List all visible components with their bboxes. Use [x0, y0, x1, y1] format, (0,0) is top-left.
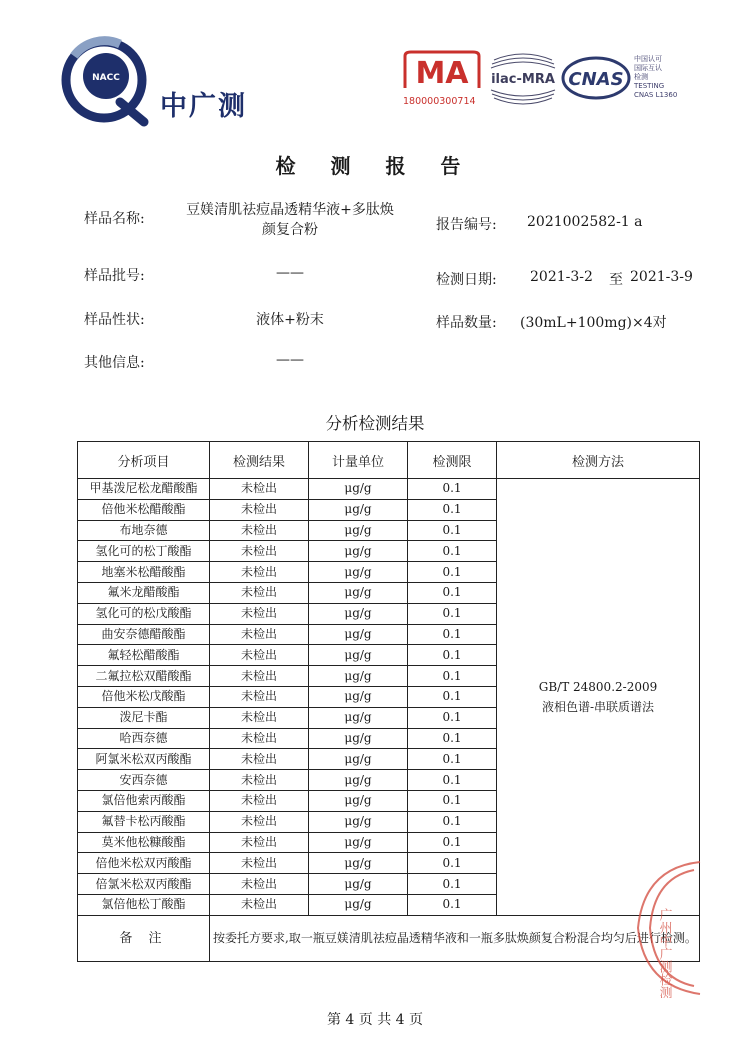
col-header-result: 检测结果 [210, 442, 309, 479]
remark-label: 备 注 [78, 915, 210, 961]
cell-item: 氯倍他索丙酸酯 [78, 790, 210, 811]
other-info-value: —— [276, 352, 304, 368]
cell-limit: 0.1 [408, 874, 497, 895]
method-line2: 液相色谱-串联质谱法 [541, 699, 655, 714]
test-date-to-word: 至 [609, 272, 623, 288]
results-table [77, 441, 700, 962]
cell-result: 未检出 [210, 562, 309, 583]
quantity-label: 样品数量: [436, 315, 497, 331]
cell-unit: μg/g [309, 874, 408, 895]
cell-result: 未检出 [210, 645, 309, 666]
col-header-limit: 检测限 [408, 442, 497, 479]
cell-item: 阿氯米松双丙酸酯 [78, 749, 210, 770]
cell-limit: 0.1 [408, 603, 497, 624]
cell-unit: μg/g [309, 499, 408, 520]
cell-item: 氯倍他松丁酸酯 [78, 894, 210, 915]
cell-item: 倍他米松戊酸酯 [78, 686, 210, 707]
cell-limit: 0.1 [408, 790, 497, 811]
cell-item: 莫米他松糠酸酯 [78, 832, 210, 853]
cell-unit: μg/g [309, 853, 408, 874]
cell-unit: μg/g [309, 770, 408, 791]
cnas-line: 国际互认 [634, 64, 662, 72]
cell-result: 未检出 [210, 499, 309, 520]
cell-limit: 0.1 [408, 645, 497, 666]
cnas-line: 检测 [634, 73, 648, 81]
cell-limit: 0.1 [408, 624, 497, 645]
cell-item: 倍他米松双丙酸酯 [78, 853, 210, 874]
cell-unit: μg/g [309, 562, 408, 583]
table-header-row [78, 442, 700, 479]
sample-name-line1: 豆媄清肌祛痘晶透精华液+多肽焕 [186, 202, 394, 218]
cell-item: 泼尼卡酯 [78, 707, 210, 728]
cell-result: 未检出 [210, 666, 309, 687]
cell-unit: μg/g [309, 582, 408, 603]
cell-unit: μg/g [309, 603, 408, 624]
cell-unit: μg/g [309, 707, 408, 728]
cell-result: 未检出 [210, 479, 309, 500]
col-header-item: 分析项目 [78, 442, 210, 479]
logo-text: NACC [92, 73, 120, 83]
remark-text: 按委托方要求,取一瓶豆媄清肌祛痘晶透精华液和一瓶多肽焕颜复合粉混合均匀后进行检测。 [210, 915, 700, 961]
cell-result: 未检出 [210, 853, 309, 874]
cell-item: 布地奈德 [78, 520, 210, 541]
cell-limit: 0.1 [408, 541, 497, 562]
remark-row [78, 915, 700, 961]
method-line1: GB/T 24800.2-2009 [538, 679, 658, 694]
cell-limit: 0.1 [408, 562, 497, 583]
state-value: 液体+粉末 [256, 312, 324, 328]
ma-number: 180000300714 [403, 96, 476, 107]
cell-result: 未检出 [210, 541, 309, 562]
cell-result: 未检出 [210, 811, 309, 832]
document-title: 检 测 报 告 [275, 154, 475, 178]
cell-item: 甲基泼尼松龙醋酸酯 [78, 479, 210, 500]
cell-item: 氟米龙醋酸酯 [78, 582, 210, 603]
col-header-unit: 计量单位 [309, 442, 408, 479]
table-row [78, 479, 700, 500]
cell-unit: μg/g [309, 811, 408, 832]
cell-result: 未检出 [210, 749, 309, 770]
cnas-line: 中国认可 [634, 55, 662, 63]
cell-result: 未检出 [210, 603, 309, 624]
cnas-line: CNAS L1360 [634, 91, 678, 99]
cell-limit: 0.1 [408, 686, 497, 707]
cma-mark [403, 50, 481, 90]
sample-name-label: 样品名称: [84, 211, 145, 227]
cell-limit: 0.1 [408, 520, 497, 541]
cell-item: 倍氯米松双丙酸酯 [78, 874, 210, 895]
state-label: 样品性状: [84, 312, 145, 328]
cell-item: 氟替卡松丙酸酯 [78, 811, 210, 832]
cell-unit: μg/g [309, 728, 408, 749]
cell-unit: μg/g [309, 541, 408, 562]
cell-method [497, 479, 700, 916]
cell-limit: 0.1 [408, 811, 497, 832]
cell-limit: 0.1 [408, 499, 497, 520]
cell-result: 未检出 [210, 894, 309, 915]
cell-result: 未检出 [210, 874, 309, 895]
cnas-mark [561, 56, 631, 100]
cell-unit: μg/g [309, 832, 408, 853]
cell-result: 未检出 [210, 790, 309, 811]
cell-limit: 0.1 [408, 666, 497, 687]
seal-text: 广州中广测检测 [656, 908, 672, 998]
cell-item: 氢化可的松丁酸酯 [78, 541, 210, 562]
cnas-caption [634, 55, 677, 100]
cell-item: 二氟拉松双醋酸酯 [78, 666, 210, 687]
section-title: 分析检测结果 [325, 414, 425, 433]
cell-unit: μg/g [309, 686, 408, 707]
cell-unit: μg/g [309, 624, 408, 645]
cnas-label: CNAS [568, 69, 624, 90]
cell-unit: μg/g [309, 666, 408, 687]
cell-unit: μg/g [309, 749, 408, 770]
cell-item: 倍他米松醋酸酯 [78, 499, 210, 520]
test-date-label: 检测日期: [436, 272, 497, 288]
inspection-seal [624, 858, 704, 998]
ilac-label: ilac-MRA [491, 72, 555, 87]
cell-item: 曲安奈德醋酸酯 [78, 624, 210, 645]
cell-limit: 0.1 [408, 582, 497, 603]
cell-result: 未检出 [210, 686, 309, 707]
other-info-label: 其他信息: [84, 355, 145, 371]
cell-result: 未检出 [210, 582, 309, 603]
cell-result: 未检出 [210, 770, 309, 791]
cell-limit: 0.1 [408, 853, 497, 874]
cell-limit: 0.1 [408, 770, 497, 791]
cell-item: 哈西奈德 [78, 728, 210, 749]
col-header-method: 检测方法 [497, 442, 700, 479]
cell-unit: μg/g [309, 645, 408, 666]
report-number-label: 报告编号: [436, 217, 497, 233]
cell-item: 氢化可的松戊酸酯 [78, 603, 210, 624]
cell-unit: μg/g [309, 790, 408, 811]
ma-label: MA [415, 56, 469, 90]
cell-limit: 0.1 [408, 479, 497, 500]
cnas-line: TESTING [634, 82, 665, 90]
org-name: 中广测 [160, 91, 247, 122]
cell-result: 未检出 [210, 707, 309, 728]
cell-unit: μg/g [309, 894, 408, 915]
cell-result: 未检出 [210, 728, 309, 749]
cell-result: 未检出 [210, 624, 309, 645]
test-date-to: 2021-3-9 [630, 269, 693, 285]
report-number: 2021002582-1 a [527, 214, 643, 230]
batch-label: 样品批号: [84, 268, 145, 284]
batch-value: —— [276, 265, 304, 281]
sample-name-line2: 颜复合粉 [262, 222, 318, 238]
cell-limit: 0.1 [408, 707, 497, 728]
nacc-logo [60, 36, 152, 128]
cell-limit: 0.1 [408, 894, 497, 915]
cell-unit: μg/g [309, 479, 408, 500]
quantity-value: (30mL+100mg)×4对 [520, 315, 667, 331]
test-date-from: 2021-3-2 [530, 269, 593, 285]
cell-item: 地塞米松醋酸酯 [78, 562, 210, 583]
page-number: 第 4 页 共 4 页 [326, 1012, 424, 1028]
cell-limit: 0.1 [408, 728, 497, 749]
cell-item: 安西奈德 [78, 770, 210, 791]
cell-limit: 0.1 [408, 749, 497, 770]
cell-result: 未检出 [210, 832, 309, 853]
cell-limit: 0.1 [408, 832, 497, 853]
cell-unit: μg/g [309, 520, 408, 541]
cell-item: 氟轻松醋酸酯 [78, 645, 210, 666]
cell-result: 未检出 [210, 520, 309, 541]
ilac-mra-mark [488, 46, 558, 112]
